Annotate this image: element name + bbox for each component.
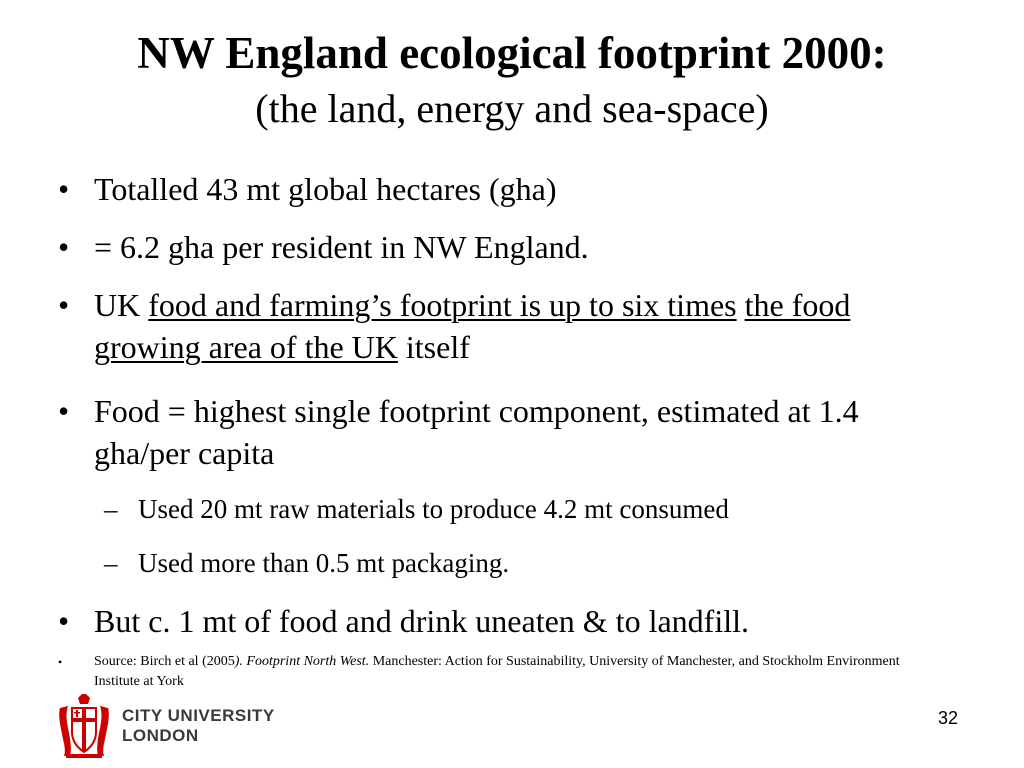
underlined-phrase: food and farming’s footprint is up to six times bbox=[148, 287, 737, 323]
bullet-suffix: itself bbox=[405, 329, 470, 365]
bullet-item bbox=[58, 390, 958, 474]
dash-marker: – bbox=[104, 494, 118, 524]
bullet-marker: • bbox=[58, 655, 63, 669]
source-rest: Manchester: Action for Sustainability, University of Manchester, and Stockholm Environment Institute at York bbox=[94, 654, 900, 689]
page-number: 32 bbox=[938, 708, 959, 728]
bullet-item bbox=[58, 284, 958, 368]
bullet-marker: • bbox=[58, 603, 70, 639]
bullet-text bbox=[94, 284, 958, 368]
bullet-marker: • bbox=[58, 229, 70, 265]
slide-title bbox=[0, 26, 1024, 136]
bullet-prefix: UK bbox=[94, 287, 141, 323]
source-citation bbox=[58, 652, 928, 692]
source-title: ). Footprint North West. bbox=[234, 654, 370, 669]
source-prefix: Source: Birch et al (2005 bbox=[94, 654, 235, 669]
logo-line-2: LONDON bbox=[122, 726, 199, 745]
logo-text bbox=[122, 706, 275, 746]
bullet-text: But c. 1 mt of food and drink uneaten & to landfill. bbox=[94, 603, 749, 639]
dash-marker: – bbox=[104, 548, 118, 578]
title-main: NW England ecological footprint 2000: bbox=[137, 28, 887, 78]
bullet-marker: • bbox=[58, 171, 70, 207]
sub-bullet-text: Used 20 mt raw materials to produce 4.2 mt consumed bbox=[138, 494, 729, 524]
source-text bbox=[94, 652, 928, 692]
bullet-text: = 6.2 gha per resident in NW England. bbox=[94, 229, 589, 265]
bullet-marker: • bbox=[58, 287, 70, 323]
bullet-text: Food = highest single footprint component, estimated at 1.4 gha/per capita bbox=[94, 393, 859, 471]
bullet-marker: • bbox=[58, 393, 70, 429]
bullet-item bbox=[58, 600, 958, 642]
underlined-phrase: the food growing area of the UK bbox=[94, 287, 851, 365]
bullet-item bbox=[58, 226, 958, 268]
sub-bullet-item bbox=[104, 546, 954, 580]
title-subtitle: (the land, energy and sea-space) bbox=[255, 86, 769, 131]
city-university-crest-icon bbox=[56, 694, 112, 760]
bullet-text: Totalled 43 mt global hectares (gha) bbox=[94, 171, 557, 207]
university-logo bbox=[56, 694, 296, 760]
sub-bullet-item bbox=[104, 492, 954, 526]
bullet-item bbox=[58, 168, 958, 210]
sub-bullet-text: Used more than 0.5 mt packaging. bbox=[138, 548, 510, 578]
logo-line-1: CITY UNIVERSITY bbox=[122, 706, 275, 725]
